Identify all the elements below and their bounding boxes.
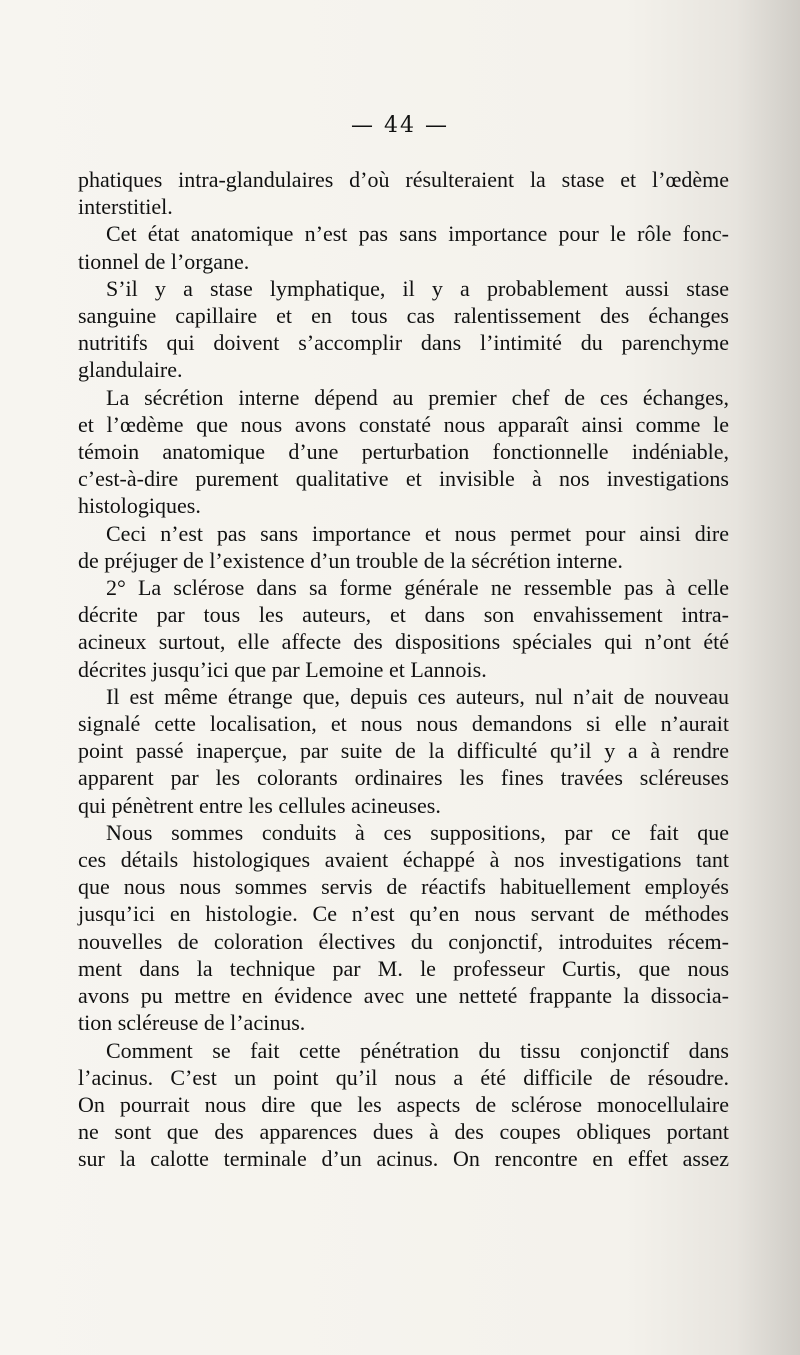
text-line-9: La sécrétion interne dépend au premier chef de ces échanges, [106,384,729,410]
text-line-10: et l’œdème que nous avons constaté nous apparaît ainsi comme le [78,411,729,437]
page-number: — 44 — [351,113,449,138]
text-line-34: l’acinus. C’est un point qu’il nous a été difficile de résoudre. [78,1064,729,1090]
text-line-36: ne sont que des apparences dues à des coupes obliques portant [78,1119,729,1145]
text-line-15: de préjuger de l’existence d’un trouble de la sécrétion interne. [78,547,623,573]
text-line-4: tionnel de l’organe. [78,248,250,274]
text-line-22: point passé inaperçue, par suite de la difficulté qu’il y a à rendre [78,738,729,764]
text-line-16: 2° La sclérose dans sa forme générale ne ressemble pas à celle [106,575,729,601]
text-line-27: que nous nous sommes servis de réactifs habituellement employés [78,874,729,900]
text-line-32: tion scléreuse de l’acinus. [78,1010,306,1036]
body-text [78,166,729,1173]
text-line-21: signalé cette localisation, et nous nous demandons si elle n’aurait [78,711,729,737]
text-line-26: ces détails histologiques avaient échappé à nos investigations tant [78,847,729,873]
text-line-19: décrites jusqu’ici que par Lemoine et Lannois. [78,656,487,682]
text-line-35: On pourrait nous dire que les aspects de sclérose monocellulaire [78,1091,729,1117]
text-line-1: phatiques intra-glandulaires d’où résulteraient la stase et l’œdème [78,167,729,192]
text-line-28: jusqu’ici en histologie. Ce n’est qu’en nous servant de méthodes [78,901,729,927]
text-line-13: histologiques. [78,493,201,519]
text-line-33: Comment se fait cette pénétration du tissu conjonctif dans [106,1037,729,1063]
text-line-8: glandulaire. [78,357,183,383]
text-line-37: sur la calotte terminale d’un acinus. On rencontre en effet assez [78,1146,729,1172]
text-line-14: Ceci n’est pas sans importance et nous permet pour ainsi dire [106,520,729,546]
text-line-17: décrite par tous les auteurs, et dans son envahissement intra- [78,602,729,628]
text-line-30: ment dans la technique par M. le professeur Curtis, que nous [78,955,729,981]
text-line-5: S’il y a stase lymphatique, il y a probablement aussi stase [106,275,729,301]
text-line-12: c’est-à-dire purement qualitative et invisible à nos investigations [78,466,729,492]
text-line-31: avons pu mettre en évidence avec une netteté frappante la dissocia- [78,983,729,1009]
text-line-7: nutritifs qui doivent s’accomplir dans l’intimité du parenchyme [78,330,729,356]
text-line-29: nouvelles de coloration électives du conjonctif, introduites récem- [78,928,729,954]
text-line-11: témoin anatomique d’une perturbation fonctionnelle indéniable, [78,439,729,465]
text-line-25: Nous sommes conduits à ces suppositions, par ce fait que [106,819,729,845]
text-line-20: Il est même étrange que, depuis ces auteurs, nul n’ait de nouveau [106,683,729,709]
text-line-24: qui pénètrent entre les cellules acineuses. [78,792,441,818]
text-line-18: acineux surtout, elle affecte des dispositions spéciales qui n’ont été [78,629,729,655]
text-line-6: sanguine capillaire et en tous cas ralentissement des échanges [78,303,729,329]
text-line-23: apparent par les colorants ordinaires les fines travées scléreuses [78,765,729,791]
text-line-2: interstitiel. [78,194,173,220]
text-line-3: Cet état anatomique n’est pas sans importance pour le rôle fonc- [106,221,729,247]
